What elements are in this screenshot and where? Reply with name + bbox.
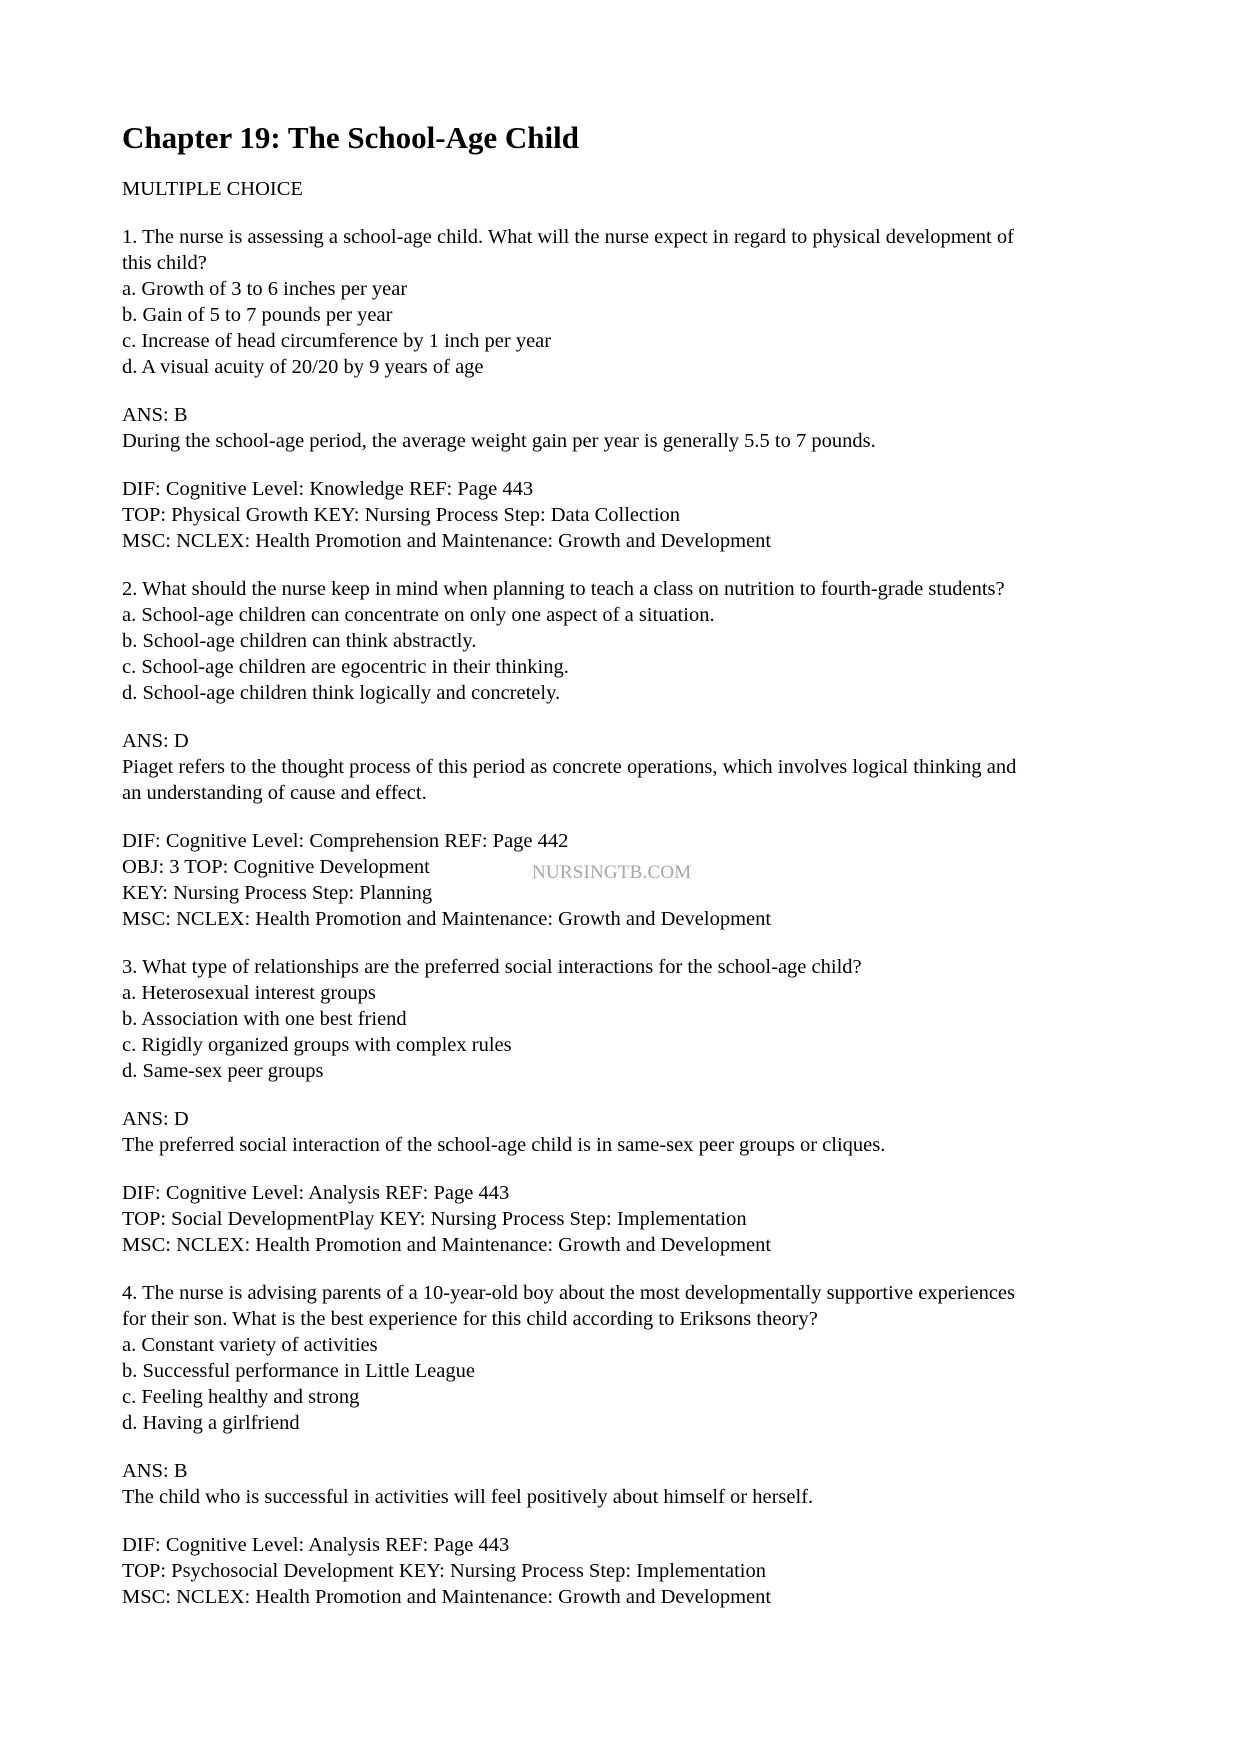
- answer-key: ANS: D: [122, 1108, 189, 1130]
- answer-key: ANS: B: [122, 404, 188, 426]
- answer-block: [122, 728, 1122, 806]
- answer-option: b. School-age children can think abstractly.: [122, 630, 477, 652]
- stem-line: for their son. What is the best experience for this child according to Eriksons theory?: [122, 1308, 818, 1330]
- metadata-line: TOP: Social DevelopmentPlay KEY: Nursing Process Step: Implementation: [122, 1208, 747, 1230]
- question-stem: [122, 576, 1122, 706]
- answer-option: d. School-age children think logically and concretely.: [122, 682, 561, 704]
- answer-option: d. A visual acuity of 20/20 by 9 years of age: [122, 356, 484, 378]
- rationale-line: During the school-age period, the average weight gain per year is generally 5.5 to 7 pounds.: [122, 430, 876, 452]
- answer-block: [122, 1458, 1122, 1510]
- metadata-line: DIF: Cognitive Level: Knowledge REF: Page 443: [122, 478, 534, 500]
- answer-option: b. Successful performance in Little League: [122, 1360, 475, 1382]
- answer-option: a. Heterosexual interest groups: [122, 982, 376, 1004]
- question-stem: [122, 1280, 1122, 1436]
- stem-line: 1. The nurse is assessing a school-age child. What will the nurse expect in regard to physical development of: [122, 226, 1014, 248]
- metadata-line: MSC: NCLEX: Health Promotion and Maintenance: Growth and Development: [122, 1234, 772, 1256]
- answer-option: a. Growth of 3 to 6 inches per year: [122, 278, 408, 300]
- metadata-line: TOP: Psychosocial Development KEY: Nursing Process Step: Implementation: [122, 1560, 766, 1582]
- answer-key: ANS: B: [122, 1460, 188, 1482]
- answer-block: [122, 1106, 1122, 1158]
- answer-option: b. Association with one best friend: [122, 1008, 407, 1030]
- answer-option: c. School-age children are egocentric in their thinking.: [122, 656, 569, 678]
- question-list: [122, 224, 1122, 1610]
- answer-option: a. School-age children can concentrate on only one aspect of a situation.: [122, 604, 715, 626]
- metadata-line: TOP: Physical Growth KEY: Nursing Process Step: Data Collection: [122, 504, 681, 526]
- question-item: [122, 954, 1122, 1258]
- watermark: NURSINGTB.COM: [532, 862, 692, 883]
- answer-block: [122, 402, 1122, 454]
- metadata-line: DIF: Cognitive Level: Analysis REF: Page 443: [122, 1182, 510, 1204]
- stem-line: this child?: [122, 252, 207, 274]
- answer-key: ANS: D: [122, 730, 189, 752]
- section-label: MULTIPLE CHOICE: [122, 178, 303, 200]
- answer-option: c. Increase of head circumference by 1 inch per year: [122, 330, 552, 352]
- answer-option: c. Feeling healthy and strong: [122, 1386, 360, 1408]
- metadata-line: DIF: Cognitive Level: Analysis REF: Page 443: [122, 1534, 510, 1556]
- rationale-line: an understanding of cause and effect.: [122, 782, 427, 804]
- answer-option: a. Constant variety of activities: [122, 1334, 378, 1356]
- metadata-line: MSC: NCLEX: Health Promotion and Maintenance: Growth and Development: [122, 530, 772, 552]
- metadata-line: MSC: NCLEX: Health Promotion and Maintenance: Growth and Development: [122, 908, 772, 930]
- question-stem: [122, 954, 1122, 1084]
- stem-line: 4. The nurse is advising parents of a 10-year-old boy about the most developmentally supportive experiences: [122, 1282, 1016, 1304]
- metadata-line: OBJ: 3 TOP: Cognitive Development: [122, 856, 430, 878]
- metadata-line: MSC: NCLEX: Health Promotion and Maintenance: Growth and Development: [122, 1586, 772, 1608]
- question-metadata: [122, 1532, 1122, 1610]
- rationale-line: The preferred social interaction of the school-age child is in same-sex peer groups or cliques.: [122, 1134, 886, 1156]
- answer-option: d. Having a girlfriend: [122, 1412, 300, 1434]
- question-item: [122, 224, 1122, 554]
- question-stem: [122, 224, 1122, 380]
- stem-line: 2. What should the nurse keep in mind when planning to teach a class on nutrition to fourth-grade students?: [122, 578, 1005, 600]
- metadata-line: DIF: Cognitive Level: Comprehension REF: Page 442: [122, 830, 569, 852]
- rationale-line: The child who is successful in activities will feel positively about himself or herself.: [122, 1486, 814, 1508]
- stem-line: 3. What type of relationships are the preferred social interactions for the school-age child?: [122, 956, 862, 978]
- answer-option: b. Gain of 5 to 7 pounds per year: [122, 304, 393, 326]
- rationale-line: Piaget refers to the thought process of this period as concrete operations, which involves logical thinking and: [122, 756, 1017, 778]
- question-metadata: [122, 1180, 1122, 1258]
- metadata-line: KEY: Nursing Process Step: Planning: [122, 882, 433, 904]
- question-metadata: [122, 476, 1122, 554]
- question-item: [122, 1280, 1122, 1610]
- answer-option: d. Same-sex peer groups: [122, 1060, 324, 1082]
- answer-option: c. Rigidly organized groups with complex rules: [122, 1034, 512, 1056]
- chapter-title: Chapter 19: The School-Age Child: [122, 120, 580, 155]
